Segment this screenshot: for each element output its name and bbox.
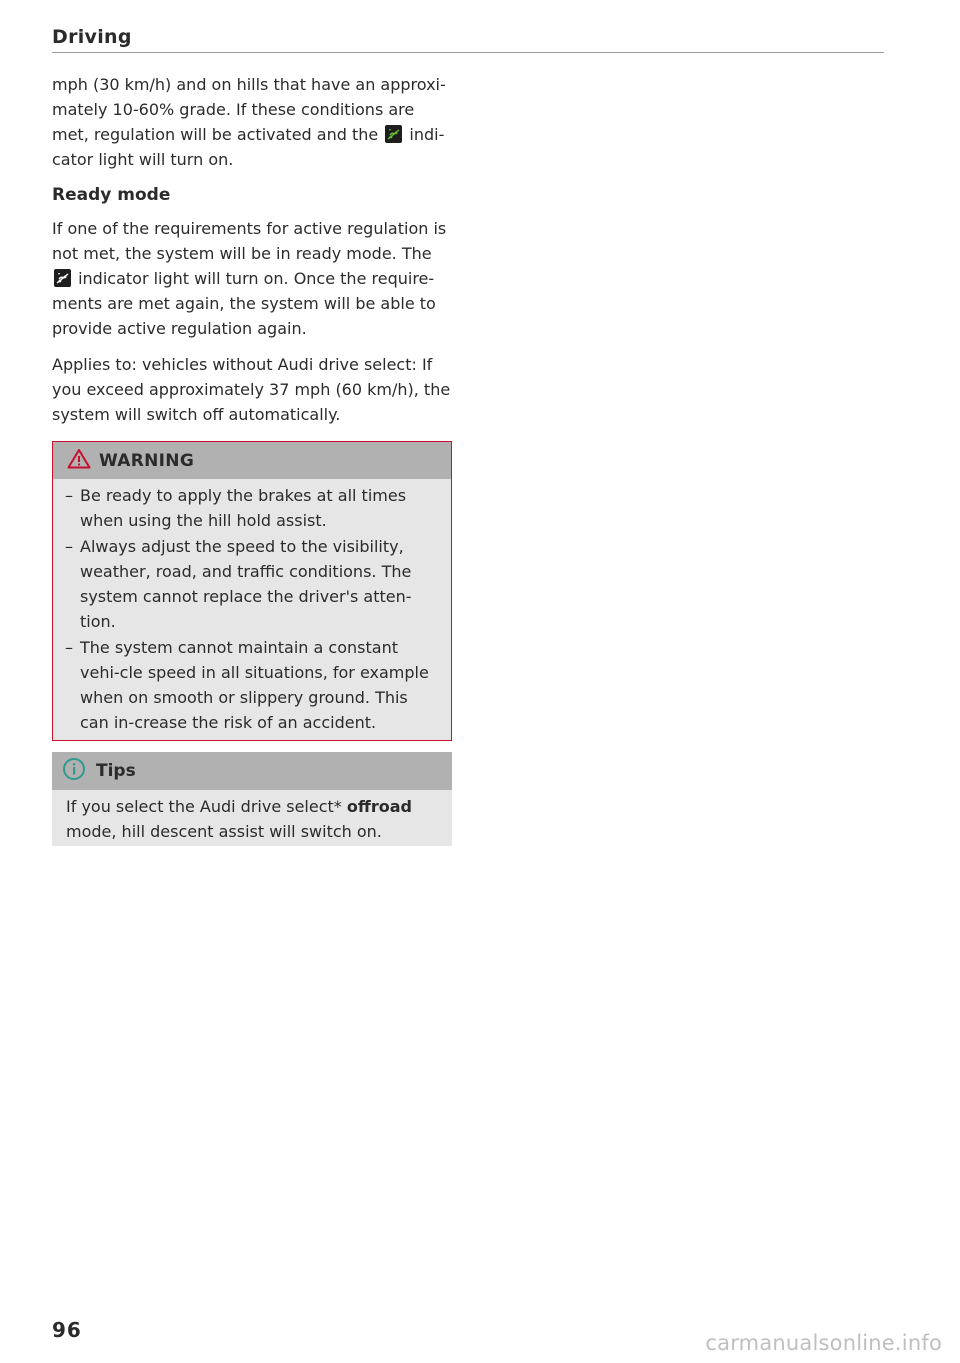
warning-item-text: The system cannot maintain a constant vehi-cle speed in all situations, for example when on smooth or slippery ground. This can in-crease the risk of an accident.: [80, 638, 429, 732]
warning-box: [52, 441, 452, 741]
warning-list: [53, 479, 451, 740]
warning-item-text: Always adjust the speed to the visibility, weather, road, and traffic conditions. The system cannot replace the driver's atten-tion.: [80, 537, 412, 631]
list-item: – Be ready to apply the brakes at all times when using the hill hold assist.: [65, 486, 407, 530]
paragraph-ready-mode-text-end: indicator light will turn on. Once the require-ments are met again, the system will be able to provide active regulation again.: [52, 269, 436, 338]
paragraph-ready-mode-text: If one of the requirements for active regulation is not met, the system will be in ready mode. The: [52, 219, 447, 263]
tips-text-end: mode, hill descent assist will switch on.: [66, 822, 382, 841]
offroad-mode-label: offroad: [346, 797, 412, 816]
page-number: 96: [52, 1318, 82, 1342]
tips-text: [52, 790, 452, 846]
main-column: [52, 72, 452, 846]
hill-descent-indicator-white-icon: [54, 269, 71, 287]
watermark: carmanualsonline.info: [705, 1331, 942, 1355]
warning-triangle-icon: [67, 448, 91, 473]
warning-title: WARNING: [99, 450, 195, 471]
info-circle-icon: [62, 757, 86, 785]
list-item: – Always adjust the speed to the visibility, weather, road, and traffic conditions. The system cannot replace the driver's atten-tion.: [65, 537, 412, 631]
paragraph-conditions-text: mph (30 km/h) and on hills that have an approxi-mately 10-60% grade. If these conditions are met, regulation will be activated and the: [52, 75, 446, 144]
tips-header: [52, 752, 452, 790]
hill-descent-indicator-green-icon: [385, 125, 402, 143]
tips-text-start: If you select the Audi drive select*: [66, 797, 347, 816]
warning-item-text: Be ready to apply the brakes at all times when using the hill hold assist.: [80, 486, 407, 530]
paragraph-ready-mode: [52, 216, 452, 341]
paragraph-conditions: [52, 72, 452, 172]
tips-title: Tips: [96, 761, 136, 781]
ready-mode-heading: Ready mode: [52, 185, 171, 205]
warning-header: [53, 442, 451, 479]
list-item: – The system cannot maintain a constant vehi-cle speed in all situations, for example when on smooth or slippery ground. This can in-crease the risk of an accident.: [65, 638, 429, 732]
paragraph-applies-to: Applies to: vehicles without Audi drive select: If you exceed approximately 37 mph (60 km/h), the system will switch off automatically.: [52, 355, 451, 424]
tips-box: [52, 752, 452, 846]
paragraph-conditions-text-end: indi-cator light will turn on.: [52, 125, 445, 169]
page-header: [52, 24, 884, 53]
chapter-title: Driving: [52, 26, 132, 48]
